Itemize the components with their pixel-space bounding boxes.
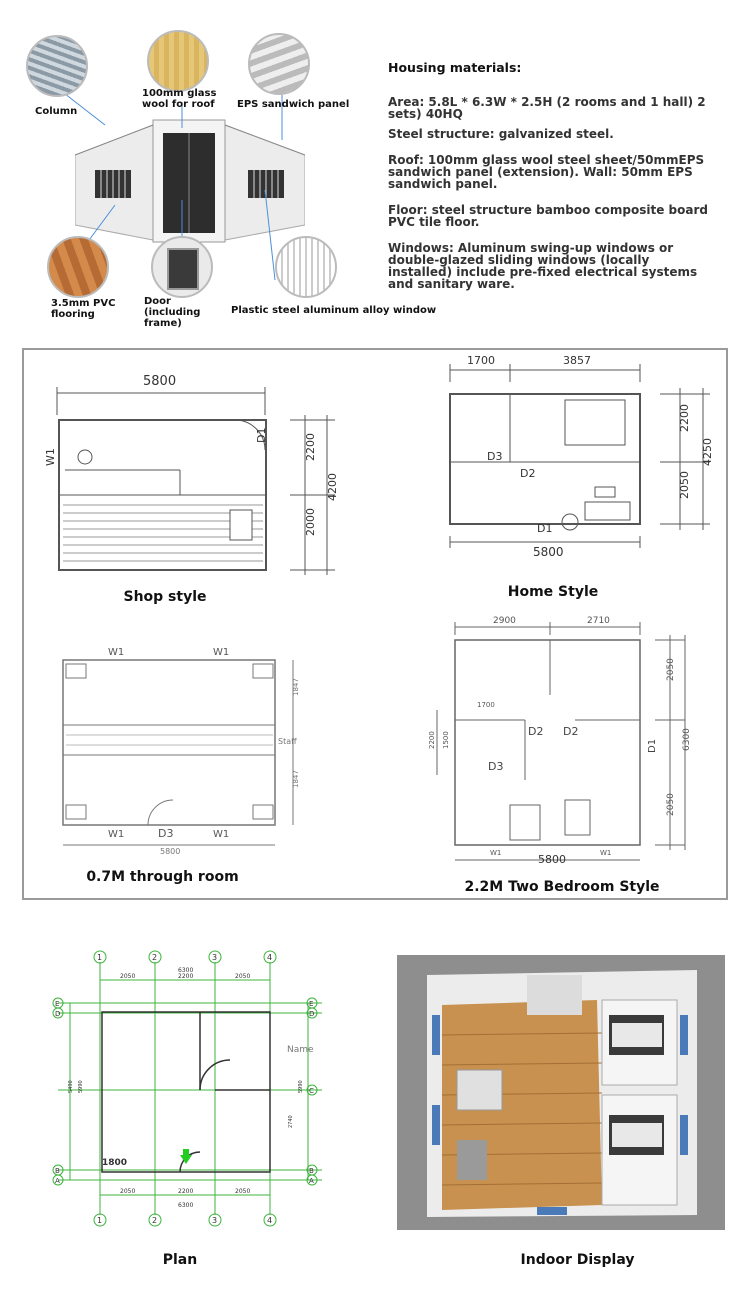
twobed-h2-dim: 2050 [666,793,676,816]
through-w1-br: W1 [213,829,230,840]
through-h2-dim: 1847 [292,770,300,788]
twobed-wb-dim: 2710 [587,616,610,626]
twobed-d3-label: D3 [488,760,504,773]
two-bedroom-caption: 2.2M Two Bedroom Style [464,879,660,895]
materials-section [20,30,437,329]
window-label: Plastic steel aluminum alloy window [231,305,437,316]
plan-caption: Plan [162,1252,198,1268]
shop-h2-dim: 2000 [304,508,317,536]
plan-left-dim-2: 5990 [78,1080,84,1093]
indoor-display-image [397,955,725,1230]
plan-dim-bot-1: 2050 [120,1188,136,1195]
pvc-flooring-label: 3.5mm PVC flooring [51,298,116,320]
twobed-wc-dim: 1700 [477,701,495,709]
twobed-d2b-label: D2 [563,725,579,738]
through-d3-label: D3 [158,827,174,840]
plan-total-top: 6300 [178,967,194,974]
home-style-plan [425,352,715,562]
twobed-hc2-dim: 1500 [442,731,450,749]
through-w1-bl: W1 [108,829,125,840]
twobed-total-dim: 6300 [682,728,692,751]
housing-roof: Roof: 100mm glass wool steel sheet/50mmEPS sandwich panel (extension). Wall: 50mm EPS sandwich panel. [388,153,705,191]
plan-right-dim-2: 2740 [288,1115,294,1128]
twobed-w1-left: W1 [490,849,502,857]
cad-plan [50,950,330,1230]
plan-dim-bot-3: 2050 [235,1188,251,1195]
plan-row-a-r: A [309,1177,314,1185]
home-d1-label: D1 [537,522,553,535]
home-width-dim: 5800 [533,545,564,559]
plan-dim-top-3: 2050 [235,973,251,980]
twobed-d1-label: D1 [647,738,658,753]
home-wa-dim: 1700 [467,354,495,367]
home-h1-dim: 2200 [678,404,691,432]
plan-row-b-r: B [309,1167,314,1175]
shop-w1-label: W1 [44,448,57,466]
plan-axis-2: 2 [152,953,158,962]
plan-row-d-r: D [309,1010,315,1018]
through-room-plan [48,640,313,855]
plan-total-bot: 6300 [178,1202,194,1209]
plan-axis-3: 3 [212,953,218,962]
plan-left-dim-1: 5490 [68,1080,74,1093]
plan-row-c-r: C [309,1087,314,1095]
plan-row-e: E [55,1000,60,1008]
housing-heading: Housing materials: [388,60,522,75]
door-label: Door (including frame) [144,296,201,329]
shop-style-plan [35,365,345,580]
glass-wool-label: 100mm glass wool for roof [142,88,217,110]
home-d3-label: D3 [487,450,503,463]
door-image [151,236,213,298]
shop-total-dim: 4200 [326,473,339,501]
housing-windows: Windows: Aluminum swing-up windows or double-glazed sliding windows (locally installed) include pre-fixed electrical systems and sanitary ware. [388,241,698,291]
plan-row-e-r: E [309,1000,314,1008]
plan-row-b: B [55,1167,60,1175]
plan-axis-1b: 1 [97,1216,103,1225]
plan-dim-bot-2: 2200 [178,1188,194,1195]
column-label: Column [35,106,78,117]
housing-steel: Steel structure: galvanized steel. [388,127,614,141]
eps-panel-image [248,33,310,95]
plan-axis-1: 1 [97,953,103,962]
pvc-flooring-image [47,236,109,298]
twobed-h1-dim: 2050 [666,658,676,681]
twobed-w1-right: W1 [600,849,612,857]
housing-area: Area: 5.8L * 6.3W * 2.5H (2 rooms and 1 hall) 2 sets) 40HQ [388,95,706,121]
home-h2-dim: 2050 [678,471,691,499]
two-bedroom-plan [425,615,705,865]
plan-axis-4: 4 [267,953,273,962]
through-w1-tl: W1 [108,647,125,658]
shop-d1-label: D1 [255,427,268,443]
plan-dim-top-1: 2050 [120,973,136,980]
shop-h1-dim: 2200 [304,433,317,461]
plan-axis-2b: 2 [152,1216,158,1225]
plan-axis-3b: 3 [212,1216,218,1225]
twobed-width-dim: 5800 [538,853,566,865]
through-staff-label: Staff [278,737,297,746]
through-room-caption: 0.7M through room [86,869,239,885]
shop-style-caption: Shop style [123,589,207,605]
housing-floor: Floor: steel structure bamboo composite board PVC tile floor. [388,203,708,229]
housing-materials-text [388,62,713,298]
through-h1-dim: 1847 [292,678,300,696]
plan-name-label: Name [287,1045,314,1055]
home-d2-label: D2 [520,467,536,480]
through-w1-tr: W1 [213,647,230,658]
through-width-dim: 5800 [160,847,181,855]
home-wb-dim: 3857 [563,354,591,367]
plan-dim-top-2: 2200 [178,973,194,980]
indoor-display-caption: Indoor Display [520,1252,635,1268]
plan-1800-label: 1800 [102,1158,128,1168]
column-image [26,35,88,97]
plan-row-d: D [55,1010,61,1018]
plan-right-dim-1: 5990 [298,1080,304,1093]
home-style-caption: Home Style [507,584,599,600]
window-image [275,236,337,298]
glass-wool-image [147,30,209,92]
plan-row-a: A [55,1177,60,1185]
eps-panel-label: EPS sandwich panel [237,99,350,110]
home-total-dim: 4250 [701,438,714,466]
twobed-d2a-label: D2 [528,725,544,738]
plan-axis-4b: 4 [267,1216,273,1225]
shop-width-dim: 5800 [143,374,177,389]
twobed-hc1-dim: 2200 [428,731,436,749]
twobed-wa-dim: 2900 [493,616,516,626]
